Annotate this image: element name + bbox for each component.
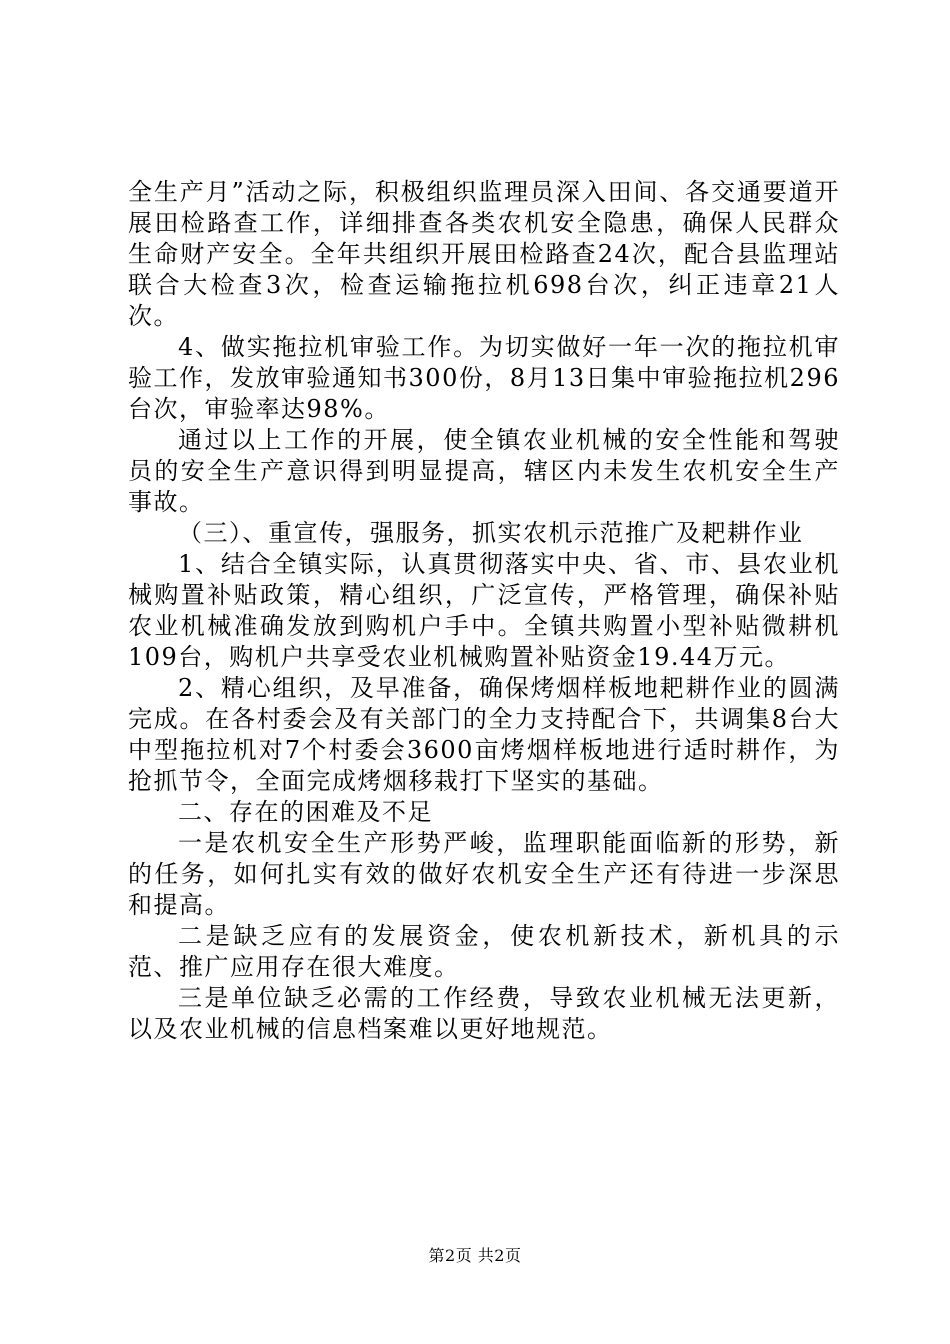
paragraph-difficulty-1: 一是农机安全生产形势严峻，监理职能面临新的形势，新的任务，如何扎实有效的做好农机安全生产还有待进一步深思和提高。 [128, 829, 840, 919]
paragraph-item-1: 1、结合全镇实际，认真贯彻落实中央、省、市、县农业机械购置补贴政策，精心组织，广泛宣传，严格管理，确保补贴农业机械准确发放到购机户手中。全镇共购置小型补贴微耕机109台，购机户共享受农业机械购置补贴资金19.44万元。 [128, 550, 840, 671]
page-number-footer: 第2页 共2页 [428, 1246, 522, 1265]
section-heading-3: （三）、重宣传，强服务，抓实农机示范推广及耙耕作业 [178, 519, 804, 547]
paragraph-difficulty-2: 二是缺乏应有的发展资金，使农机新技术，新机具的示范、推广应用存在很大难度。 [128, 922, 840, 981]
paragraph-item-4: 4、做实拖拉机审验工作。为切实做好一年一次的拖拉机审验工作，发放审验通知书300份，8月13日集中审验拖拉机296台次，审验率达98%。 [128, 333, 840, 423]
paragraph-difficulty-3: 三是单位缺乏必需的工作经费，导致农业机械无法更新，以及农业机械的信息档案难以更好地规范。 [128, 984, 840, 1043]
paragraph-item-2: 2、精心组织，及早准备，确保烤烟样板地耙耕作业的圆满完成。在各村委会及有关部门的全力支持配合下，共调集8台大中型拖拉机对7个村委会3600亩烤烟样板地进行适时耕作，为抢抓节令，全面完成烤烟移栽打下坚实的基础。 [128, 674, 840, 795]
document-body [128, 177, 840, 1045]
section-heading-2: 二、存在的困难及不足 [178, 798, 433, 826]
paragraph-summary: 通过以上工作的开展，使全镇农业机械的安全性能和驾驶员的安全生产意识得到明显提高，辖区内未发生农机安全生产事故。 [128, 426, 840, 516]
paragraph-continuation: 全生产月”活动之际，积极组织监理员深入田间、各交通要道开展田检路查工作，详细排查各类农机安全隐患，确保人民群众生命财产安全。全年共组织开展田检路查24次，配合县监理站联合大检查3次，检查运输拖拉机698台次，纠正违章21人次。 [128, 178, 840, 330]
